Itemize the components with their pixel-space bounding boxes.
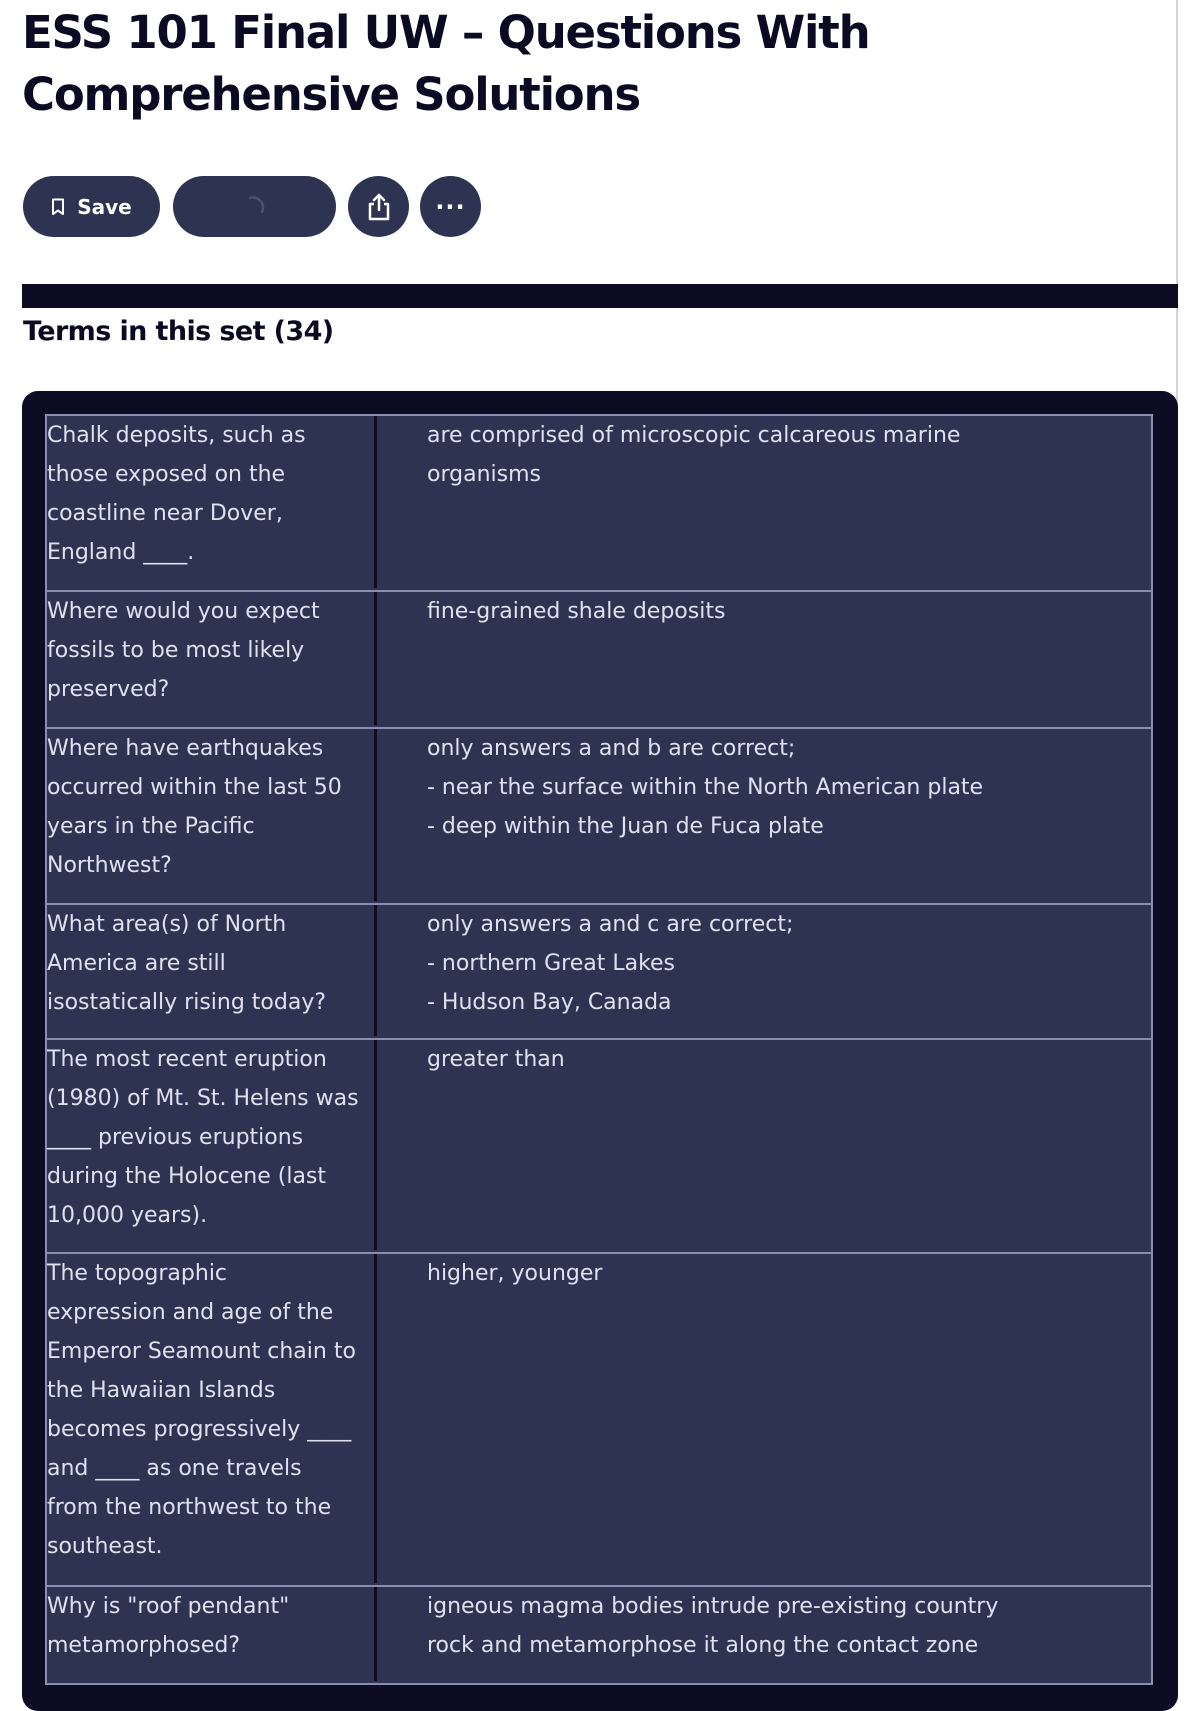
term-row[interactable]: [45, 414, 1153, 592]
loading-button[interactable]: [173, 176, 336, 237]
term-row[interactable]: [45, 1585, 1153, 1685]
term-text: The most recent eruption (1980) of Mt. St. Helens was ____ previous eruptions during the Holocene (last 10,000 years).: [47, 1040, 377, 1250]
more-icon: ···: [435, 192, 466, 221]
definition-text: igneous magma bodies intrude pre-existing country rock and metamorphose it along the contact zone: [427, 1594, 999, 1658]
terms-heading: Terms in this set (34): [23, 316, 334, 347]
definition-text: greater than: [427, 1047, 565, 1072]
share-button[interactable]: [348, 176, 409, 237]
more-options-button[interactable]: [420, 176, 481, 237]
term-row[interactable]: [45, 727, 1153, 905]
section-divider: [22, 284, 1178, 308]
share-icon: [365, 192, 393, 222]
definition-text: only answers a and b are correct; - near the surface within the North American plate - deep within the Juan de Fuca plate: [427, 736, 984, 839]
term-row[interactable]: [45, 903, 1153, 1040]
definition-text: fine-grained shale deposits: [427, 599, 726, 624]
definition-text: only answers a and c are correct; - northern Great Lakes - Hudson Bay, Canada: [427, 912, 794, 1015]
term-text: Chalk deposits, such as those exposed on the coastline near Dover, England ____.: [47, 416, 377, 588]
save-button-label: Save: [77, 194, 132, 219]
page-title: ESS 101 Final UW – Questions With Comprehensive Solutions: [22, 6, 870, 121]
bookmark-icon: [51, 198, 65, 216]
term-row[interactable]: [45, 590, 1153, 729]
term-row[interactable]: [45, 1252, 1153, 1587]
term-text: Why is "roof pendant" metamorphosed?: [47, 1587, 377, 1681]
term-text: Where have earthquakes occurred within the last 50 years in the Pacific Northwest?: [47, 729, 377, 901]
definition-text: higher, younger: [427, 1261, 603, 1286]
definition-text: are comprised of microscopic calcareous marine organisms: [427, 423, 961, 487]
term-text: The topographic expression and age of the Emperor Seamount chain to the Hawaiian Islands becomes progressively ____ and ____ as one travels from the northwest to the southeast.: [47, 1254, 377, 1583]
terms-card: [22, 391, 1178, 1711]
term-text: What area(s) of North America are still isostatically rising today?: [47, 905, 377, 1036]
term-text: Where would you expect fossils to be most likely preserved?: [47, 592, 377, 725]
spinner-icon: [242, 194, 268, 220]
term-row[interactable]: [45, 1038, 1153, 1254]
save-button[interactable]: [23, 176, 160, 237]
